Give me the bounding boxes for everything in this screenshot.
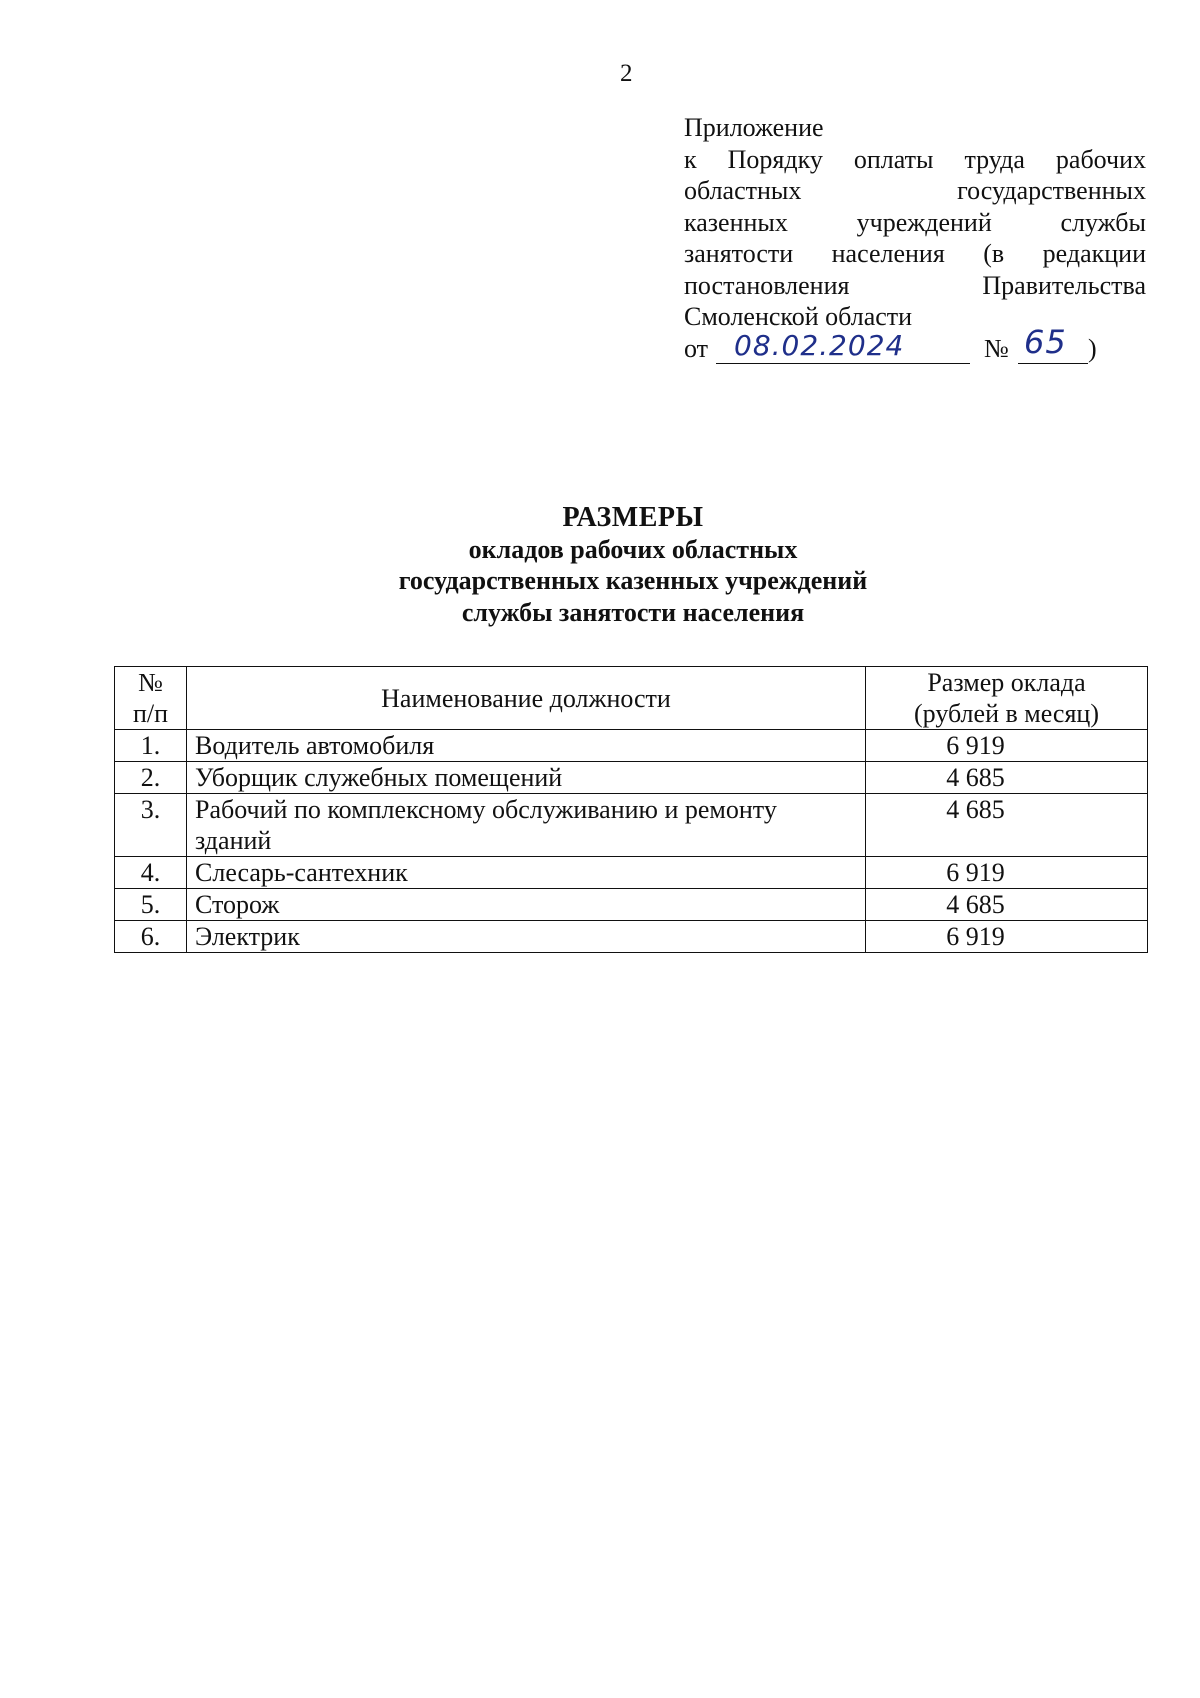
number-label: №	[984, 333, 1009, 363]
header-number-abbr: п/п	[132, 699, 169, 728]
header-number	[115, 667, 187, 730]
appendix-block	[684, 112, 1146, 367]
row-position: Электрик	[187, 921, 866, 953]
header-position: Наименование должности	[187, 667, 866, 730]
table-row	[115, 730, 1148, 762]
salary-table	[114, 666, 1148, 953]
page-number: 2	[620, 60, 633, 87]
handwritten-number: 65	[1024, 322, 1067, 361]
appendix-line: занятости населения (в редакции	[684, 239, 1146, 268]
title-main: РАЗМЕРЫ	[562, 502, 704, 533]
row-position: Уборщик служебных помещений	[187, 762, 866, 794]
handwritten-date: 08.02.2024	[734, 328, 905, 362]
row-salary: 6 919	[866, 921, 1148, 953]
row-position: Рабочий по комплексному обслуживанию и ремонту зданий	[187, 794, 866, 857]
appendix-line: казенных учреждений службы	[684, 207, 1146, 237]
appendix-line: постановления Правительства	[684, 270, 1146, 300]
date-blank-line	[716, 363, 970, 364]
title-line: государственных казенных учреждений	[398, 566, 868, 595]
header-number-symbol: №	[138, 668, 163, 697]
title-line: службы занятости населения	[461, 597, 805, 627]
row-number: 3.	[115, 794, 187, 857]
table-row	[115, 921, 1148, 953]
table-header-row	[115, 667, 1148, 730]
row-salary: 6 919	[866, 730, 1148, 762]
row-number: 6.	[115, 921, 187, 953]
row-salary: 4 685	[866, 794, 1148, 857]
title-line: окладов рабочих областных	[468, 534, 798, 564]
table-row	[115, 857, 1148, 889]
row-number: 5.	[115, 889, 187, 921]
row-position: Слесарь-сантехник	[187, 857, 866, 889]
appendix-line: областных государственных	[684, 176, 1146, 205]
row-salary: 6 919	[866, 857, 1148, 889]
row-number: 1.	[115, 730, 187, 762]
date-number-line	[684, 322, 1146, 367]
appendix-line: к Порядку оплаты труда рабочих	[684, 144, 1146, 174]
table-row	[115, 762, 1148, 794]
row-position: Водитель автомобиля	[187, 730, 866, 762]
row-position: Сторож	[187, 889, 866, 921]
header-salary-line2: (рублей в месяц)	[914, 699, 1099, 728]
row-salary: 4 685	[866, 762, 1148, 794]
row-number: 2.	[115, 762, 187, 794]
table-row	[115, 794, 1148, 857]
table-row	[115, 889, 1148, 921]
from-label: от	[684, 333, 709, 363]
appendix-heading: Приложение	[684, 113, 824, 142]
closing-parenthesis: )	[1088, 333, 1097, 363]
document-title	[0, 502, 1200, 628]
header-salary-line1: Размер оклада	[927, 668, 1086, 697]
header-salary	[866, 667, 1148, 730]
row-number: 4.	[115, 857, 187, 889]
row-salary: 4 685	[866, 889, 1148, 921]
number-blank-line	[1018, 363, 1088, 364]
appendix-line: Смоленской области	[684, 302, 913, 331]
